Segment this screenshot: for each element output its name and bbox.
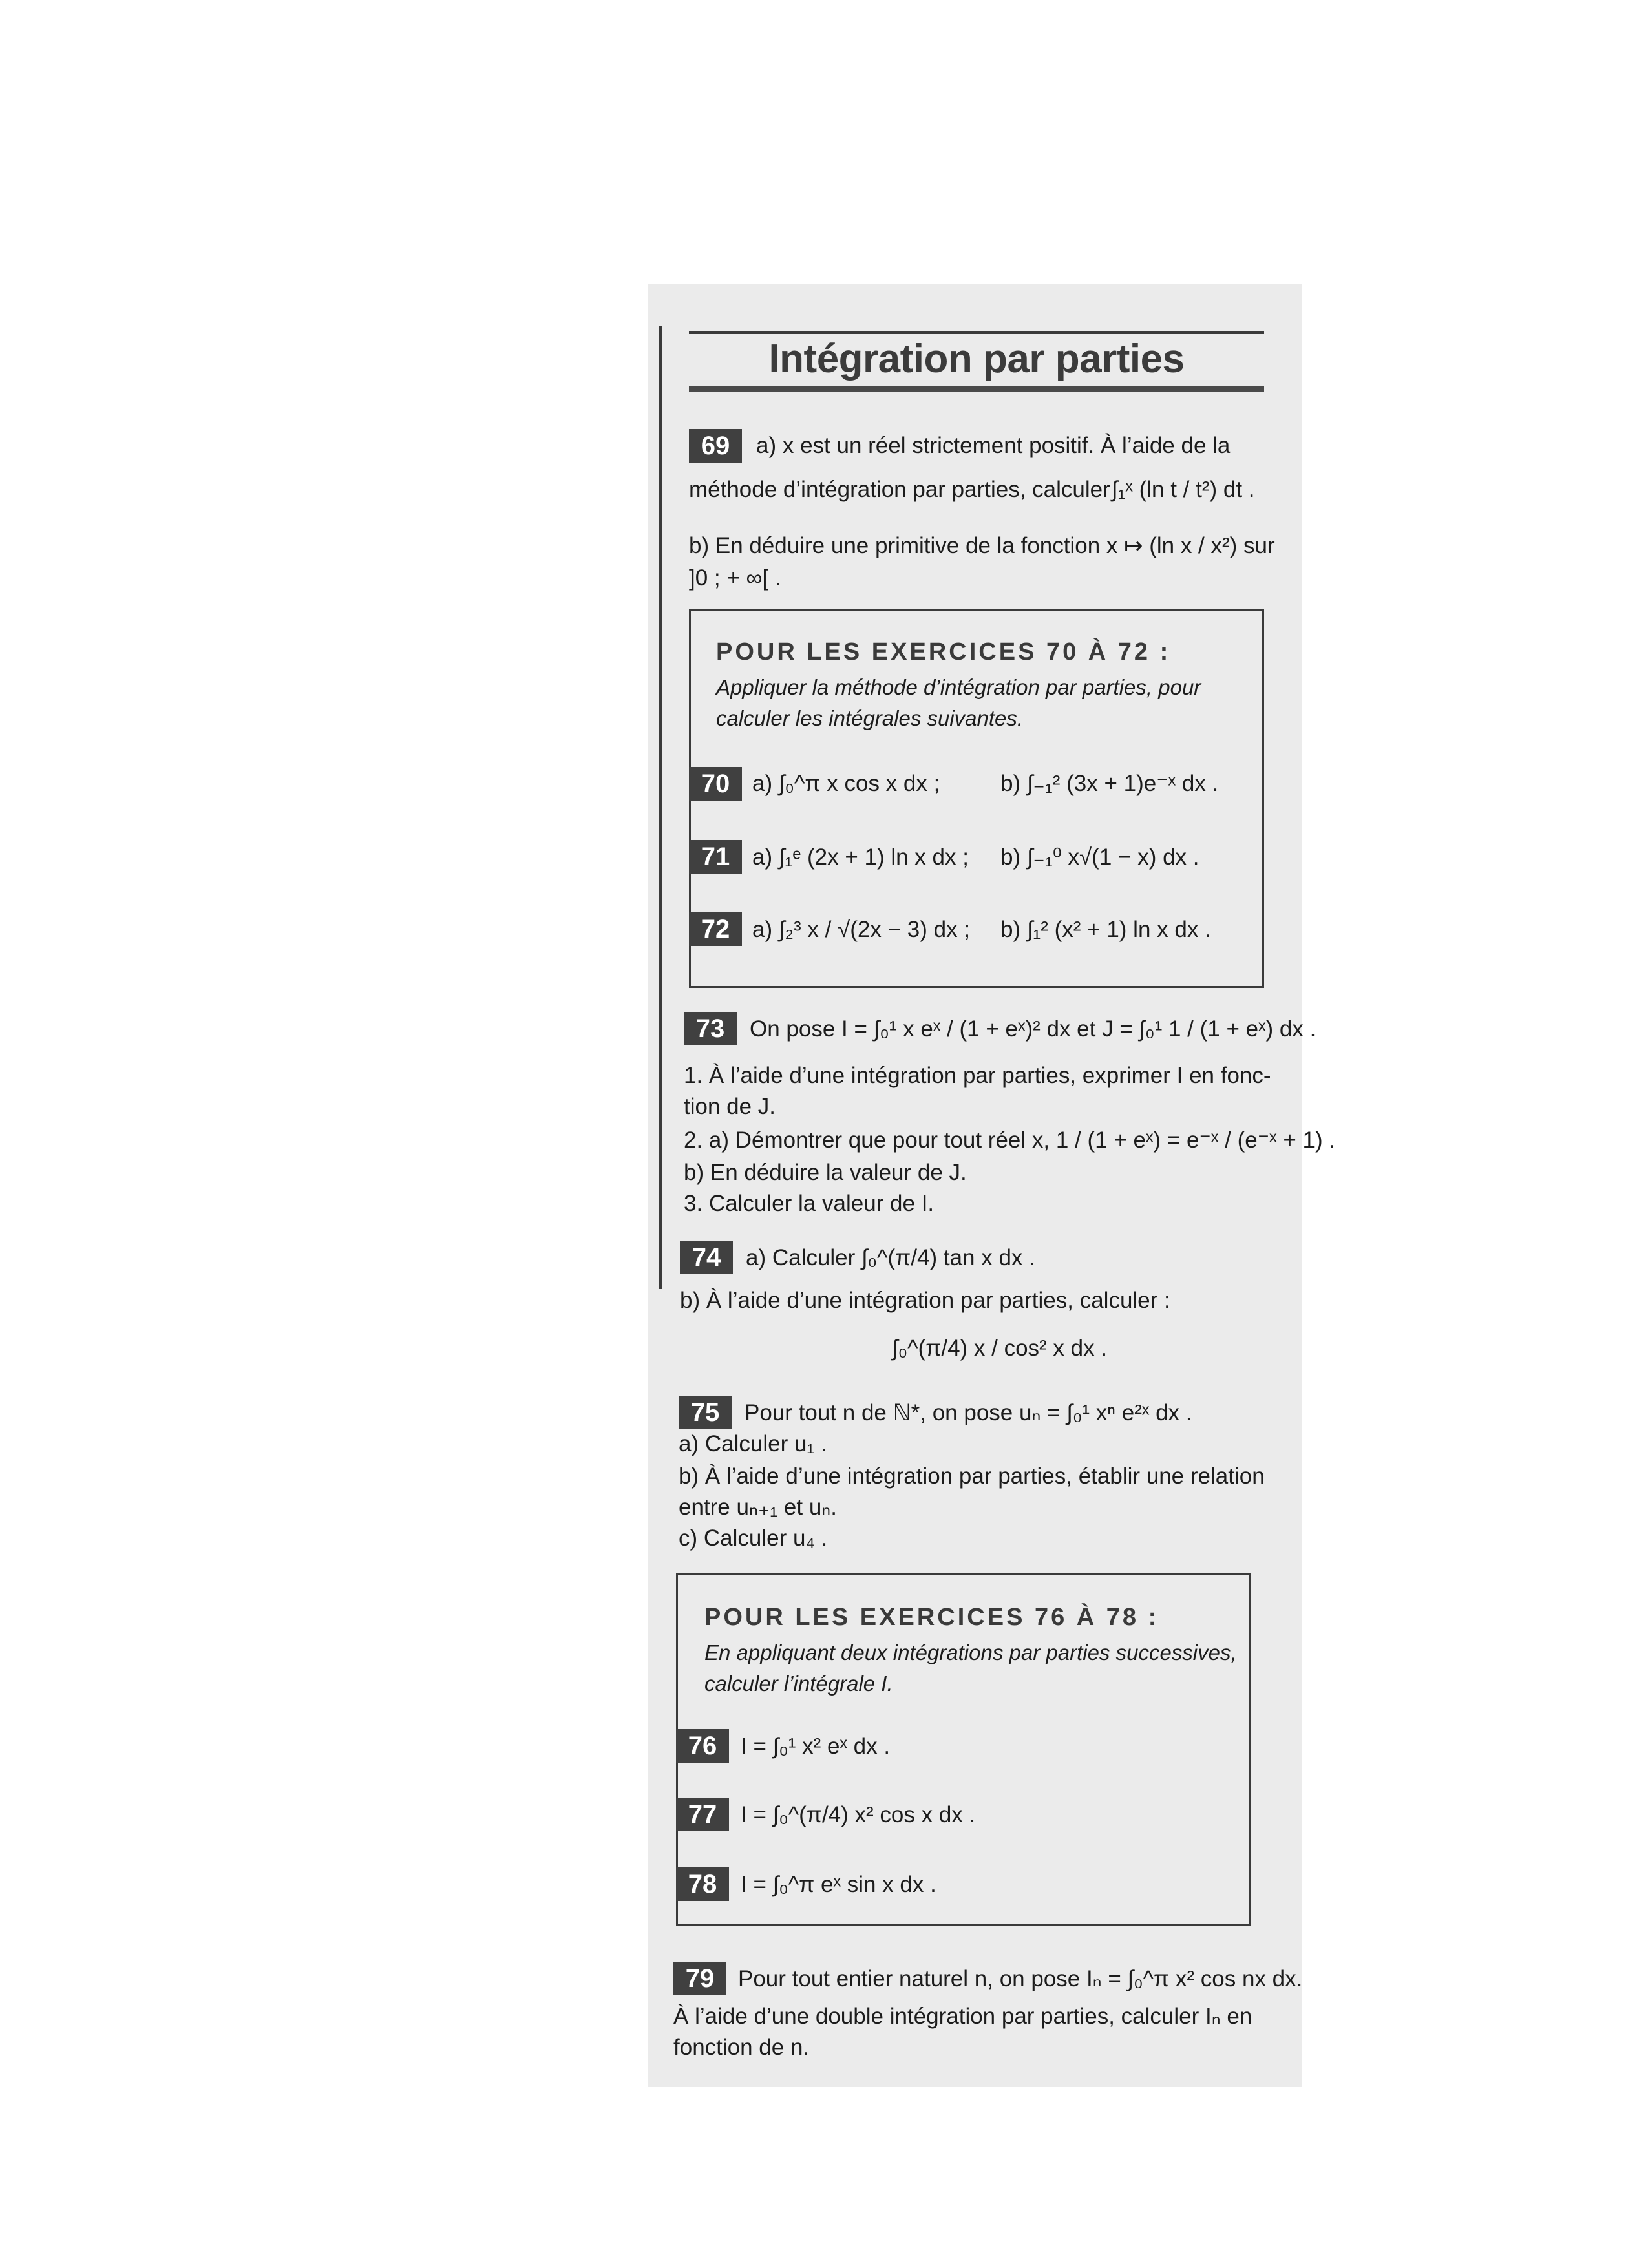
exercise-number-71: 71 [689,840,742,874]
ex73-q2a: 2. a) Démontrer que pour tout réel x, 1 / (1 + eˣ) = e⁻ˣ / (e⁻ˣ + 1) . [684,1128,1336,1153]
ex76-formula: I = ∫₀¹ x² eˣ dx . [741,1734,891,1759]
ex77-formula: I = ∫₀^(π/4) x² cos x dx . [741,1802,976,1827]
ex74-b-integral: ∫₀^(π/4) x / cos² x dx . [892,1336,1108,1361]
ex74-a: a) Calculer ∫₀^(π/4) tan x dx . [746,1245,1035,1270]
ex73-q1-line1: 1. À l’aide d’une intégration par parties, exprimer I en fonc- [684,1063,1271,1088]
ex73-q3: 3. Calculer la valeur de I. [684,1191,935,1216]
box2-heading: POUR LES EXERCICES 76 À 78 : [704,1604,1159,1631]
ex79-line1: Pour tout entier naturel n, on pose Iₙ = ∫₀^π x² cos nx dx. [738,1966,1303,1991]
ex69-a-line1: a) x est un réel strictement positif. À l’aide de la [756,433,1231,458]
ex73-q1-line2: tion de J. [684,1094,776,1119]
ex72-b: b) ∫₁² (x² + 1) ln x dx . [1000,917,1211,942]
exercise-number-70: 70 [689,767,742,801]
ex69-b-line2: ]0 ; + ∞[ . [689,565,781,591]
exercise-number-69: 69 [689,429,742,463]
exercise-number-74: 74 [680,1241,733,1274]
ex75-a: a) Calculer u₁ . [679,1431,827,1456]
box1-instruction-line2: calculer les intégrales suivantes. [716,706,1024,730]
ex79-line2: À l’aide d’une double intégration par parties, calculer Iₙ en [673,2004,1252,2029]
ex70-a: a) ∫₀^π x cos x dx ; [752,771,940,796]
ex69-a-line2: méthode d’intégration par parties, calculer [689,477,1110,502]
exercise-number-79: 79 [673,1962,726,1995]
box1-instruction-line1: Appliquer la méthode d’intégration par parties, pour [716,675,1201,699]
box1-heading: POUR LES EXERCICES 70 À 72 : [716,638,1171,666]
title-rule-top [689,331,1264,334]
ex79-line3: fonction de n. [673,2035,810,2060]
page-title: Intégration par parties [768,337,1185,381]
exercise-number-78: 78 [676,1867,729,1901]
exercise-number-77: 77 [676,1798,729,1831]
ex74-b: b) À l’aide d’une intégration par parties, calculer : [680,1288,1170,1313]
exercise-number-76: 76 [676,1729,729,1763]
ex70-b: b) ∫₋₁² (3x + 1)e⁻ˣ dx . [1000,771,1219,796]
exercise-number-73: 73 [684,1012,737,1045]
ex73-q2b: b) En déduire la valeur de J. [684,1160,967,1185]
ex71-b: b) ∫₋₁⁰ x√(1 − x) dx . [1000,845,1199,870]
ex69-b-line1: b) En déduire une primitive de la fonction x ↦ (ln x / x²) sur [689,533,1275,558]
exercise-number-75: 75 [679,1396,732,1429]
ex73-intro: On pose I = ∫₀¹ x eˣ / (1 + eˣ)² dx et J = ∫₀¹ 1 / (1 + eˣ) dx . [750,1016,1316,1042]
ex78-formula: I = ∫₀^π eˣ sin x dx . [741,1872,936,1897]
box2-instruction-line1: En appliquant deux intégrations par parties successives, [704,1641,1237,1664]
box2-instruction-line2: calculer l’intégrale I. [704,1672,893,1696]
margin-rule [659,326,662,1289]
ex75-b-line2: entre uₙ₊₁ et uₙ. [679,1495,837,1520]
ex75-c: c) Calculer u₄ . [679,1526,828,1551]
ex71-a: a) ∫₁ᵉ (2x + 1) ln x dx ; [752,845,969,870]
ex72-a: a) ∫₂³ x / √(2x − 3) dx ; [752,917,971,942]
ex75-intro: Pour tout n de ℕ*, on pose uₙ = ∫₀¹ xⁿ e²ˣ dx . [745,1400,1192,1425]
title-rule-bottom [689,386,1264,392]
exercise-number-72: 72 [689,912,742,946]
ex69-a-integral: ∫₁ˣ (ln t / t²) dt . [1112,477,1255,502]
ex75-b-line1: b) À l’aide d’une intégration par parties, établir une relation [679,1464,1265,1489]
